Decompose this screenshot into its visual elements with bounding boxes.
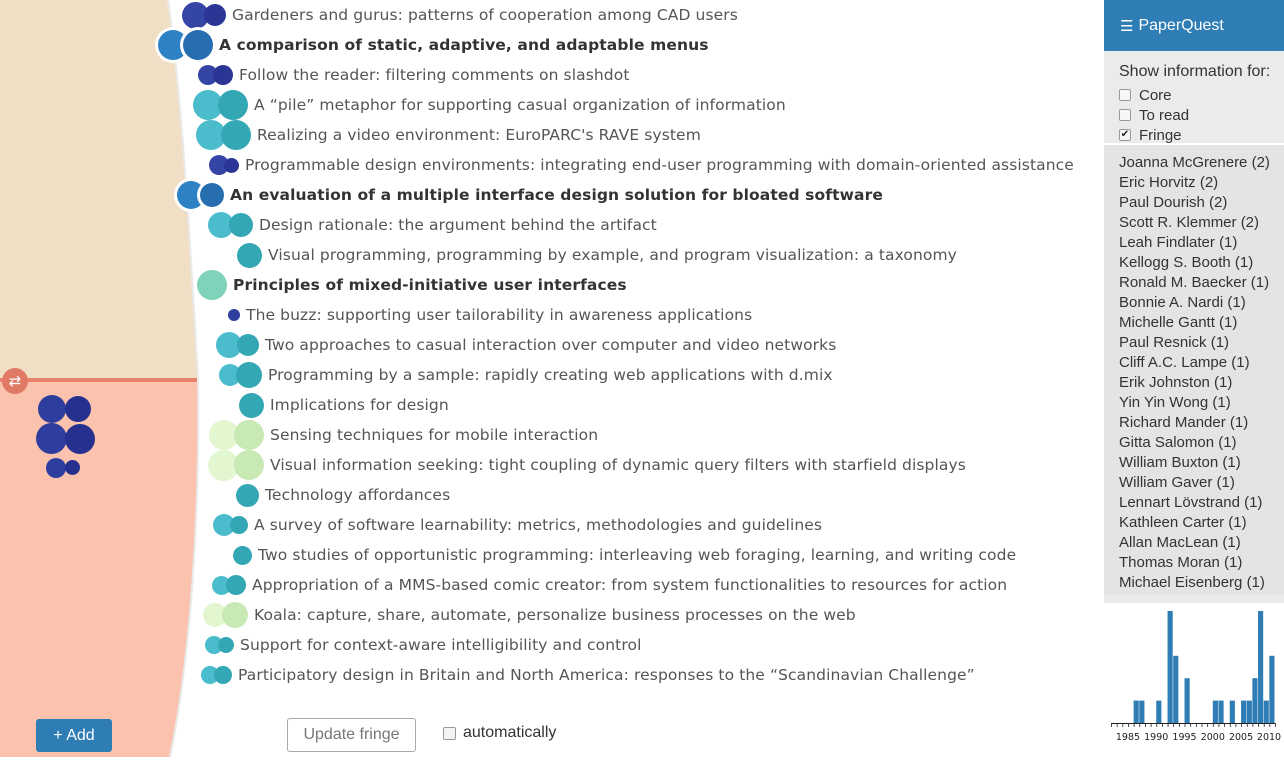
paper-bubbles[interactable] <box>209 420 264 450</box>
filter-label: Fringe <box>1139 126 1182 144</box>
add-button[interactable]: + Add <box>36 719 112 752</box>
paper-title[interactable]: Participatory design in Britain and North America: responses to the “Scandinavian Challenge” <box>238 666 975 684</box>
author-item[interactable]: Michelle Gantt (1) <box>1119 314 1238 331</box>
paper-row[interactable] <box>208 210 657 240</box>
paper-row[interactable] <box>158 30 709 60</box>
paper-title[interactable]: Follow the reader: filtering comments on slashdot <box>239 66 630 84</box>
author-item[interactable]: Michael Eisenberg (1) <box>1119 574 1265 591</box>
paper-bubble[interactable] <box>183 30 213 60</box>
author-item[interactable]: Paul Dourish (2) <box>1119 194 1228 211</box>
histogram-tick-label: 1985 <box>1115 732 1141 743</box>
paper-row[interactable] <box>237 240 957 270</box>
histogram-bar <box>1269 656 1274 723</box>
paper-title[interactable]: Visual information seeking: tight coupling of dynamic query filters with starfield displays <box>270 456 966 474</box>
paper-bubbles[interactable] <box>196 120 251 150</box>
paper-title[interactable]: Realizing a video environment: EuroPARC's RAVE system <box>257 126 701 144</box>
histogram-bar <box>1156 701 1161 723</box>
author-item[interactable]: Paul Resnick (1) <box>1119 334 1230 351</box>
histogram-bar <box>1185 678 1190 723</box>
author-item[interactable]: Thomas Moran (1) <box>1119 554 1243 571</box>
paper-bubbles[interactable] <box>212 575 246 595</box>
author-item[interactable]: William Buxton (1) <box>1119 454 1241 471</box>
histogram-bar <box>1218 701 1223 723</box>
histogram-bar <box>1168 611 1173 723</box>
filter-checkbox[interactable] <box>1119 109 1131 121</box>
histogram-bar <box>1139 701 1144 723</box>
author-item[interactable]: Kathleen Carter (1) <box>1119 514 1247 531</box>
app-header[interactable] <box>1104 0 1284 51</box>
swap-arrows-icon[interactable]: ⇄ <box>2 368 28 394</box>
author-item[interactable]: Joanna McGrenere (2) <box>1119 154 1270 171</box>
paper-bubble[interactable] <box>237 243 262 268</box>
histogram-bar <box>1213 701 1218 723</box>
histogram-bar <box>1247 701 1252 723</box>
paper-bubbles[interactable] <box>213 514 248 536</box>
histogram-bar <box>1264 701 1269 723</box>
paper-title[interactable]: Two approaches to casual interaction over computer and video networks <box>265 336 837 354</box>
paper-bubble[interactable] <box>214 666 232 684</box>
author-list <box>1104 145 1284 595</box>
paper-title[interactable]: Programmable design environments: integrating end-user programming with domain-oriented assistance <box>245 156 1074 174</box>
histogram-bar <box>1230 701 1235 723</box>
paper-bubble[interactable] <box>233 546 252 565</box>
paper-bubble[interactable] <box>230 516 248 534</box>
filter-fringe[interactable] <box>1119 125 1284 145</box>
filter-to-read[interactable] <box>1119 105 1284 125</box>
author-item[interactable]: Allan MacLean (1) <box>1119 534 1241 551</box>
paper-title[interactable]: An evaluation of a multiple interface design solution for bloated software <box>230 186 883 204</box>
paper-row[interactable] <box>196 120 701 150</box>
paper-bubble[interactable] <box>237 334 259 356</box>
paper-bubbles[interactable] <box>228 309 240 321</box>
paper-bubbles[interactable] <box>182 2 226 29</box>
paper-row[interactable] <box>193 90 786 120</box>
paper-title[interactable]: Support for context-aware intelligibility and control <box>240 636 642 654</box>
sidebar <box>1104 0 1284 757</box>
info-title: Show information for: <box>1119 63 1271 80</box>
paper-bubble[interactable] <box>213 65 233 85</box>
paper-row[interactable] <box>233 540 1016 570</box>
paper-title[interactable]: Design rationale: the argument behind the artifact <box>259 216 657 234</box>
paper-bubbles[interactable] <box>158 30 213 60</box>
author-item[interactable]: Yin Yin Wong (1) <box>1119 394 1231 411</box>
author-item[interactable]: Cliff A.C. Lampe (1) <box>1119 354 1250 371</box>
paper-bubble[interactable] <box>222 602 248 628</box>
paper-title[interactable]: Two studies of opportunistic programming: interleaving web foraging, learning, and writing code <box>258 546 1017 564</box>
paper-bubble[interactable] <box>228 309 240 321</box>
auto-update-toggle[interactable] <box>443 724 556 742</box>
paper-title[interactable]: Sensing techniques for mobile interaction <box>270 426 599 444</box>
paper-row[interactable] <box>228 300 752 330</box>
author-item[interactable]: Bonnie A. Nardi (1) <box>1119 294 1246 311</box>
author-item[interactable]: Gitta Salomon (1) <box>1119 434 1237 451</box>
paper-bubble[interactable] <box>200 183 224 207</box>
histogram-tick-label: 1995 <box>1172 732 1197 743</box>
author-item[interactable]: Leah Findlater (1) <box>1119 234 1238 251</box>
histogram-bar <box>1134 701 1139 723</box>
paper-bubbles[interactable] <box>233 546 252 565</box>
histogram-bar <box>1173 656 1178 723</box>
author-item[interactable]: William Gaver (1) <box>1119 474 1235 491</box>
author-item[interactable]: Erik Johnston (1) <box>1119 374 1233 391</box>
paper-row[interactable] <box>205 630 641 660</box>
paper-title[interactable]: Gardeners and gurus: patterns of cooperation among CAD users <box>232 6 738 24</box>
paper-title[interactable]: A survey of software learnability: metrics, methodologies and guidelines <box>254 516 823 534</box>
update-fringe-button[interactable]: Update fringe <box>287 718 416 752</box>
paper-row[interactable] <box>182 0 738 30</box>
paper-bubbles[interactable] <box>208 212 253 238</box>
paper-bubble[interactable] <box>229 213 253 237</box>
paper-row[interactable] <box>213 510 822 540</box>
paper-bubbles[interactable] <box>203 602 248 628</box>
paper-title[interactable]: A comparison of static, adaptive, and adaptable menus <box>219 36 709 54</box>
histogram-tick-label: 2000 <box>1200 732 1225 743</box>
paper-row[interactable] <box>209 420 598 450</box>
filter-label: Core <box>1139 86 1172 104</box>
paper-bubbles[interactable] <box>208 450 264 481</box>
paper-bubbles[interactable] <box>216 332 259 358</box>
app-title: PaperQuest <box>1138 16 1224 34</box>
histogram-tick-label: 2010 <box>1256 732 1282 743</box>
info-filter-box <box>1104 51 1284 145</box>
paper-bubble[interactable] <box>234 420 264 450</box>
paper-bubble[interactable] <box>218 637 234 653</box>
paper-row[interactable] <box>177 180 883 210</box>
filter-core[interactable] <box>1119 85 1284 105</box>
paper-title[interactable]: Principles of mixed-initiative user interfaces <box>233 276 627 294</box>
author-item[interactable]: Kellogg S. Booth (1) <box>1119 254 1254 271</box>
paper-bubble[interactable] <box>218 90 248 120</box>
paper-row[interactable] <box>219 360 833 390</box>
paper-bubbles[interactable] <box>198 65 233 85</box>
paper-title[interactable]: Visual programming, programming by example, and program visualization: a taxonomy <box>268 246 957 264</box>
paper-bubble[interactable] <box>224 158 239 173</box>
paper-row[interactable] <box>212 570 1007 600</box>
paper-row[interactable] <box>203 600 856 630</box>
histogram-bar <box>1241 701 1246 723</box>
year-histogram <box>1104 603 1284 757</box>
paper-bubbles[interactable] <box>177 181 224 209</box>
paper-bubble[interactable] <box>236 484 259 507</box>
histogram-bar <box>1252 678 1257 723</box>
paper-title[interactable]: Implications for design <box>270 396 449 414</box>
paper-bubble[interactable] <box>197 270 227 300</box>
paper-bubbles[interactable] <box>219 362 262 388</box>
paper-title[interactable]: Programming by a sample: rapidly creating web applications with d.mix <box>268 366 833 384</box>
paper-bubble[interactable] <box>204 4 226 26</box>
author-item[interactable]: Richard Mander (1) <box>1119 414 1249 431</box>
author-item[interactable]: Scott R. Klemmer (2) <box>1119 214 1260 231</box>
paper-bubble[interactable] <box>239 393 264 418</box>
paper-bubbles[interactable] <box>193 90 248 120</box>
hamburger-icon[interactable]: ☰ <box>1120 17 1134 35</box>
histogram-bar <box>1258 611 1263 723</box>
paper-row[interactable] <box>198 60 630 90</box>
filter-checkbox[interactable] <box>1119 89 1131 101</box>
paper-bubbles[interactable] <box>236 484 259 507</box>
paper-title[interactable]: A “pile” metaphor for supporting casual organization of information <box>254 96 786 114</box>
author-item[interactable]: Ronald M. Baecker (1) <box>1119 274 1270 291</box>
paper-title[interactable]: Appropriation of a MMS-based comic creator: from system functionalities to resources for action <box>252 576 1008 594</box>
paper-bubble[interactable] <box>236 362 262 388</box>
paper-row[interactable] <box>216 330 836 360</box>
histogram-chart <box>1104 603 1284 757</box>
auto-update-label: automatically <box>463 724 557 741</box>
paper-title[interactable]: Technology affordances <box>265 486 451 504</box>
author-item[interactable]: Lennart Lövstrand (1) <box>1119 494 1263 511</box>
paper-row[interactable] <box>201 660 975 690</box>
histogram-tick-label: 2005 <box>1228 732 1254 743</box>
paper-bubbles[interactable] <box>197 270 227 300</box>
paper-title[interactable]: Koala: capture, share, automate, personalize business processes on the web <box>254 606 856 624</box>
histogram-tick-label: 1990 <box>1144 732 1169 743</box>
paper-bubble[interactable] <box>226 575 246 595</box>
paper-bubbles[interactable] <box>239 393 264 418</box>
paper-bubble[interactable] <box>221 120 251 150</box>
paper-bubbles[interactable] <box>201 666 232 684</box>
paper-bubbles[interactable] <box>209 155 239 175</box>
paper-bubble[interactable] <box>234 450 264 480</box>
paper-title[interactable]: The buzz: supporting user tailorability in awareness applications <box>246 306 753 324</box>
paper-row[interactable] <box>239 390 449 420</box>
paper-row[interactable] <box>208 450 966 480</box>
paper-row[interactable] <box>236 480 450 510</box>
paper-bubbles[interactable] <box>237 243 262 268</box>
paper-row[interactable] <box>197 270 627 300</box>
filter-label: To read <box>1139 106 1190 124</box>
auto-update-checkbox[interactable] <box>443 727 456 740</box>
paper-row[interactable] <box>209 150 1074 180</box>
author-item[interactable]: Eric Horvitz (2) <box>1119 174 1219 191</box>
paper-bubbles[interactable] <box>205 636 234 654</box>
filter-checkbox[interactable]: ✔ <box>1120 129 1130 140</box>
